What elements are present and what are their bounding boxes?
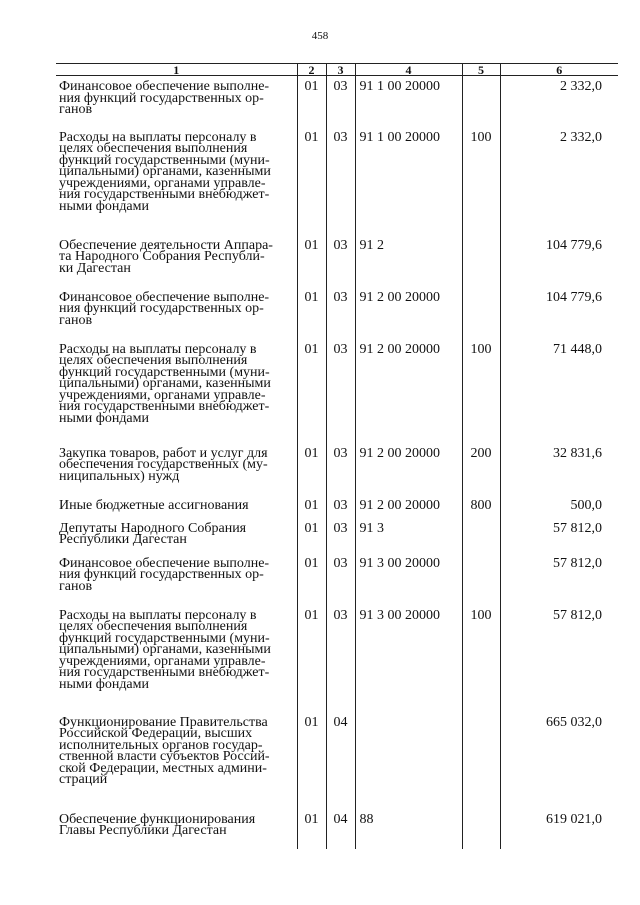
expense-type-code: 200: [462, 443, 500, 495]
expense-name-line: та Народного Собрания Республи-: [59, 249, 265, 265]
table-row: [56, 443, 618, 495]
amount: 104 779,6: [500, 287, 618, 339]
expense-name-line: ганов: [59, 102, 93, 118]
target-article-code: 91 3 00 20000: [355, 553, 462, 605]
expense-name-line: Расходы на выплаты персоналу в: [59, 341, 257, 357]
table-row: [56, 287, 618, 339]
expense-name-line: Депутаты Народного Собрания: [59, 520, 247, 536]
expense-name-line: Финансовое обеспечение выполне-: [59, 555, 270, 571]
table-row: [56, 518, 618, 553]
target-article-code: 91 2: [355, 235, 462, 287]
expense-name-line: ными фондами: [59, 411, 150, 427]
expense-type-code: [462, 518, 500, 553]
target-article-code: 91 1 00 20000: [355, 76, 462, 127]
target-article-code: 91 2 00 20000: [355, 339, 462, 443]
expense-name-line: учреждениями, органами управле-: [59, 175, 266, 191]
expense-name: [56, 553, 297, 605]
target-article-code: 91 2 00 20000: [355, 495, 462, 518]
expense-type-code: 100: [462, 605, 500, 712]
expense-name-line: ской Федерации, местных админи-: [59, 760, 267, 776]
target-article-code: 91 1 00 20000: [355, 127, 462, 235]
budget-table: [56, 63, 618, 849]
subsection-code: 04: [326, 809, 355, 849]
expense-name-line: Главы Республики Дагестан: [59, 823, 227, 839]
expense-name-line: Расходы на выплаты персоналу в: [59, 129, 257, 145]
table-row: [56, 605, 618, 712]
expense-name-line: Финансовое обеспечение выполне-: [59, 79, 270, 94]
expense-name: [56, 712, 297, 809]
expense-name: [56, 443, 297, 495]
target-article-code: 91 3 00 20000: [355, 605, 462, 712]
expense-type-code: 100: [462, 339, 500, 443]
amount: 500,0: [500, 495, 618, 518]
subsection-code: 04: [326, 712, 355, 809]
expense-name-line: ния функций государственных ор-: [59, 90, 264, 106]
page-number: 458: [311, 30, 329, 42]
expense-name-line: ципальными) органами, казенными: [59, 164, 271, 180]
expense-name: [56, 287, 297, 339]
expense-name-line: ганов: [59, 312, 93, 328]
table-row: [56, 809, 618, 849]
column-header-5: 5: [462, 64, 500, 76]
expense-type-code: [462, 76, 500, 127]
expense-name-line: ния функций государственных ор-: [59, 301, 264, 317]
section-code: 01: [297, 712, 326, 809]
expense-name-line: ными фондами: [59, 199, 150, 215]
section-code: 01: [297, 127, 326, 235]
expense-name: [56, 235, 297, 287]
expense-name-line: учреждениями, органами управле-: [59, 387, 266, 403]
section-code: 01: [297, 605, 326, 712]
subsection-code: 03: [326, 339, 355, 443]
expense-type-code: 800: [462, 495, 500, 518]
section-code: 01: [297, 235, 326, 287]
table-header-row: [56, 64, 618, 76]
expense-name-line: ки Дагестан: [59, 260, 131, 276]
expense-name-line: учреждениями, органами управле-: [59, 653, 266, 669]
expense-name: [56, 127, 297, 235]
subsection-code: 03: [326, 553, 355, 605]
table-row: [56, 76, 618, 127]
subsection-code: 03: [326, 605, 355, 712]
expense-name-line: ниципальных) нужд: [59, 468, 180, 484]
expense-name-line: исполнительных органов государ-: [59, 737, 263, 753]
expense-type-code: [462, 712, 500, 809]
target-article-code: 91 2 00 20000: [355, 443, 462, 495]
column-header-1: 1: [56, 64, 297, 76]
amount: 665 032,0: [500, 712, 618, 809]
expense-name: [56, 518, 297, 553]
table-row: [56, 712, 618, 809]
amount: 2 332,0: [500, 76, 618, 127]
expense-name-line: ципальными) органами, казенными: [59, 642, 271, 658]
amount: 619 021,0: [500, 809, 618, 849]
expense-name-line: Расходы на выплаты персоналу в: [59, 607, 257, 623]
column-header-3: 3: [326, 64, 355, 76]
section-code: 01: [297, 287, 326, 339]
target-article-code: 91 2 00 20000: [355, 287, 462, 339]
subsection-code: 03: [326, 443, 355, 495]
expense-name-line: функций государственными (муни-: [59, 630, 270, 646]
expense-name-line: целях обеспечения выполнения: [59, 141, 248, 157]
target-article-code: 91 3: [355, 518, 462, 553]
section-code: 01: [297, 553, 326, 605]
amount: 2 332,0: [500, 127, 618, 235]
section-code: 01: [297, 809, 326, 849]
expense-name-line: ния государственными внебюджет-: [59, 399, 270, 415]
expense-type-code: [462, 809, 500, 849]
target-article-code: 88: [355, 809, 462, 849]
expense-name-line: ния государственными внебюджет-: [59, 187, 270, 203]
expense-name: [56, 495, 297, 518]
expense-type-code: 100: [462, 127, 500, 235]
expense-type-code: [462, 235, 500, 287]
expense-name-line: ственной власти субъектов Россий-: [59, 749, 270, 765]
expense-name-line: Иные бюджетные ассигнования: [59, 497, 249, 513]
table-body: [56, 76, 618, 849]
expense-name: [56, 339, 297, 443]
section-code: 01: [297, 518, 326, 553]
subsection-code: 03: [326, 287, 355, 339]
expense-name: [56, 605, 297, 712]
amount: 32 831,6: [500, 443, 618, 495]
expense-name-line: ния государственными внебюджет-: [59, 665, 270, 681]
subsection-code: 03: [326, 495, 355, 518]
expense-name-line: ганов: [59, 578, 93, 594]
table-row: [56, 127, 618, 235]
table-row: [56, 235, 618, 287]
expense-name-line: Российской Федерации, высших: [59, 726, 253, 742]
column-header-4: 4: [355, 64, 462, 76]
table-row: [56, 495, 618, 518]
amount: 57 812,0: [500, 605, 618, 712]
section-code: 01: [297, 339, 326, 443]
expense-name-line: Функционирование Правительства: [59, 714, 268, 730]
table-row: [56, 553, 618, 605]
expense-name-line: целях обеспечения выполнения: [59, 353, 248, 369]
subsection-code: 03: [326, 518, 355, 553]
expense-name-line: функций государственными (муни-: [59, 364, 270, 380]
subsection-code: 03: [326, 76, 355, 127]
expense-name-line: Закупка товаров, работ и услуг для: [59, 445, 268, 461]
expense-name-line: обеспечения государственных (му-: [59, 457, 268, 473]
expense-name-line: Финансовое обеспечение выполне-: [59, 289, 270, 305]
expense-name-line: Обеспечение функционирования: [59, 811, 256, 827]
section-code: 01: [297, 495, 326, 518]
target-article-code: [355, 712, 462, 809]
subsection-code: 03: [326, 235, 355, 287]
expense-name-line: ципальными) органами, казенными: [59, 376, 271, 392]
expense-name: [56, 76, 297, 127]
expense-name-line: ными фондами: [59, 677, 150, 693]
amount: 71 448,0: [500, 339, 618, 443]
expense-name-line: Обеспечение деятельности Аппара-: [59, 237, 273, 253]
expense-type-code: [462, 287, 500, 339]
expense-name-line: функций государственными (муни-: [59, 152, 270, 168]
subsection-code: 03: [326, 127, 355, 235]
expense-type-code: [462, 553, 500, 605]
column-header-6: 6: [500, 64, 618, 76]
amount: 57 812,0: [500, 518, 618, 553]
table-row: [56, 339, 618, 443]
amount: 57 812,0: [500, 553, 618, 605]
amount: 104 779,6: [500, 235, 618, 287]
expense-name-line: страций: [59, 772, 108, 788]
section-code: 01: [297, 76, 326, 127]
column-header-2: 2: [297, 64, 326, 76]
expense-name: [56, 809, 297, 849]
section-code: 01: [297, 443, 326, 495]
expense-name-line: ния функций государственных ор-: [59, 567, 264, 583]
expense-name-line: целях обеспечения выполнения: [59, 619, 248, 635]
expense-name-line: Республики Дагестан: [59, 532, 187, 548]
